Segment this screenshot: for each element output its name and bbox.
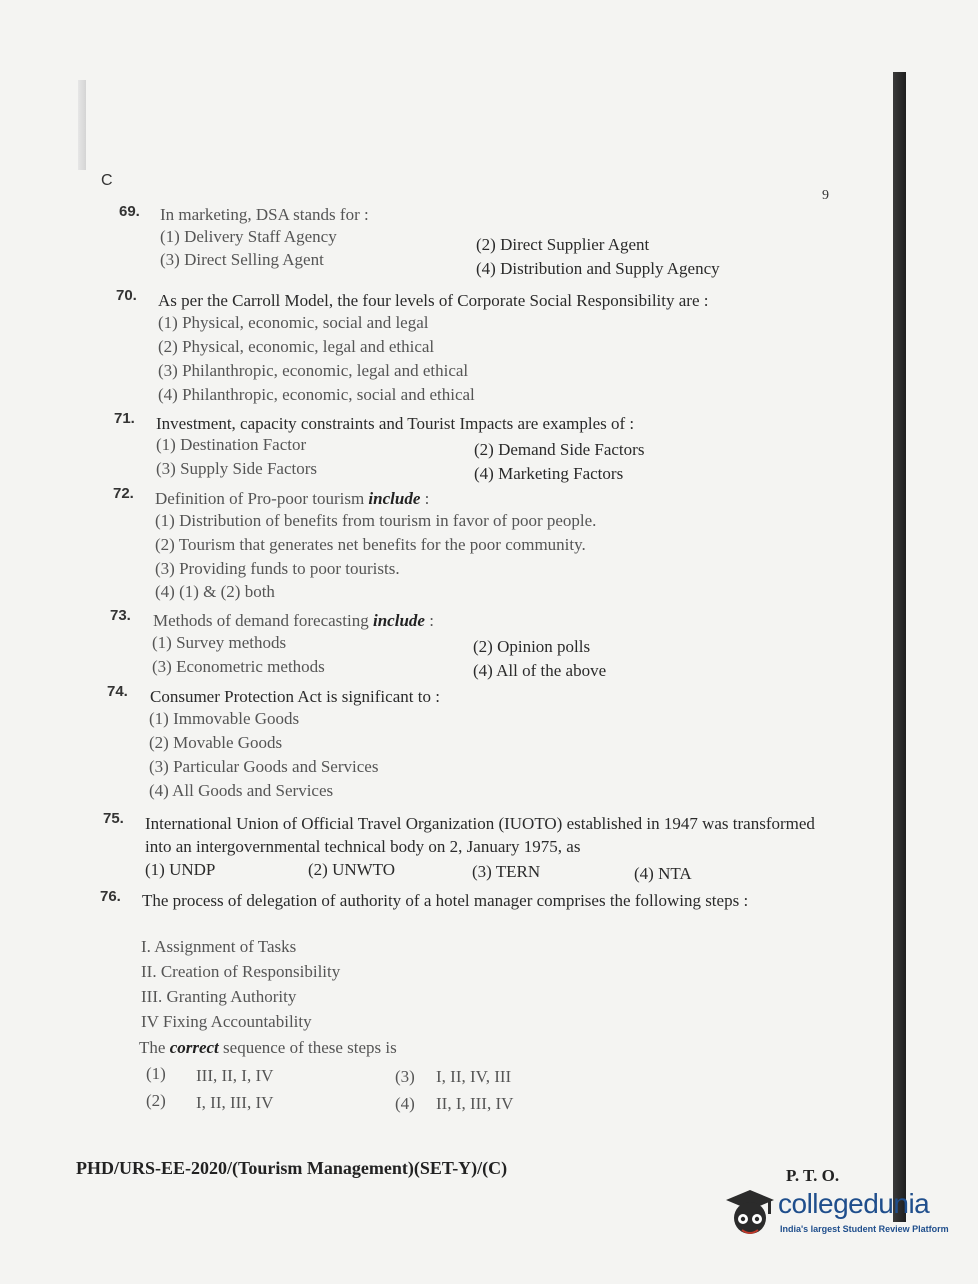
option-1: (1) UNDP	[145, 860, 216, 879]
question-emphasis: include	[373, 611, 425, 630]
question-number: 74.	[107, 683, 128, 700]
question-text-part: :	[424, 611, 434, 630]
sequence-prompt	[139, 1038, 397, 1058]
question-text-part: Definition of Pro-poor tourism	[155, 489, 369, 508]
mascot-icon	[720, 1184, 780, 1244]
option-2: (2) Direct Supplier Agent	[476, 235, 650, 254]
question-text	[153, 609, 434, 632]
question-text: Consumer Protection Act is significant to :	[150, 687, 440, 706]
option-4: (4) (1) & (2) both	[155, 582, 275, 601]
option-2-label: (2)	[146, 1091, 166, 1110]
question-text: As per the Carroll Model, the four levels of Corporate Social Responsibility are :	[158, 291, 709, 310]
option-2: (2) Movable Goods	[149, 733, 283, 752]
sequence-text-part: The	[139, 1038, 170, 1057]
option-4: (4) Marketing Factors	[474, 464, 624, 483]
question-emphasis: include	[368, 489, 421, 508]
option-3-value: I, II, IV, III	[436, 1067, 512, 1086]
question-number: 75.	[103, 810, 124, 827]
option-4: (4) Distribution and Supply Agency	[476, 259, 720, 278]
question-number: 69.	[119, 203, 140, 220]
step-3: III. Granting Authority	[141, 987, 297, 1006]
question-number: 70.	[116, 287, 137, 304]
question-text: International Union of Official Travel Organization (IUOTO) established in 1947 was transformed into an intergovernmental technical body on 2, January 1975, as	[145, 814, 815, 856]
question-number: 71.	[114, 410, 135, 427]
step-1: I. Assignment of Tasks	[141, 937, 297, 956]
option-2: (2) Physical, economic, legal and ethical	[158, 337, 435, 356]
step-4: IV Fixing Accountability	[141, 1012, 312, 1031]
page-number: 9	[822, 188, 829, 203]
option-3: (3) Econometric methods	[152, 657, 325, 676]
question-number: 72.	[113, 485, 134, 502]
option-4: (4) All of the above	[473, 661, 607, 680]
set-letter: C	[101, 172, 113, 189]
option-2: (2) Opinion polls	[473, 637, 591, 656]
option-3: (3) Philanthropic, economic, legal and ethical	[158, 361, 469, 380]
option-2-value: I, II, III, IV	[196, 1093, 274, 1112]
option-2: (2) Demand Side Factors	[474, 440, 645, 459]
logo-tagline: India's largest Student Review Platform	[780, 1224, 949, 1234]
option-4: (4) NTA	[634, 864, 692, 883]
option-1: (1) Delivery Staff Agency	[160, 227, 337, 246]
option-2: (2) Tourism that generates net benefits for the poor community.	[155, 535, 586, 554]
question-text-part: :	[420, 489, 430, 508]
option-3: (3) Particular Goods and Services	[149, 757, 379, 776]
question-number: 73.	[110, 607, 131, 624]
question-text-part: Methods of demand forecasting	[153, 611, 373, 630]
scan-edge-right	[893, 72, 906, 1222]
option-1-value: III, II, I, IV	[196, 1066, 274, 1085]
option-4-value: II, I, III, IV	[436, 1094, 514, 1113]
sequence-text-part: sequence of these steps is	[218, 1038, 397, 1057]
option-1: (1) Destination Factor	[156, 435, 307, 454]
pto-label: P. T. O.	[786, 1166, 840, 1185]
option-4: (4) All Goods and Services	[149, 781, 334, 800]
logo-text: collegedunia	[778, 1188, 930, 1219]
option-4: (4) Philanthropic, economic, social and ethical	[158, 385, 475, 404]
step-2: II. Creation of Responsibility	[141, 962, 341, 981]
question-text: Investment, capacity constraints and Tourist Impacts are examples of :	[156, 414, 635, 433]
option-1: (1) Immovable Goods	[149, 709, 300, 728]
option-3: (3) Supply Side Factors	[156, 459, 318, 478]
option-1-label: (1)	[146, 1064, 166, 1083]
sequence-emphasis: correct	[169, 1038, 219, 1057]
collegedunia-logo[interactable]	[720, 1180, 950, 1250]
question-text: The process of delegation of authority of a hotel manager comprises the following steps :	[142, 891, 749, 910]
option-1: (1) Distribution of benefits from tourism in favor of poor people.	[155, 511, 597, 530]
option-1: (1) Physical, economic, social and legal	[158, 313, 429, 332]
option-3: (3) Providing funds to poor tourists.	[155, 559, 400, 578]
question-number: 76.	[100, 888, 121, 905]
question-text: In marketing, DSA stands for :	[160, 205, 369, 224]
option-1: (1) Survey methods	[152, 633, 287, 652]
option-4-label: (4)	[395, 1094, 415, 1113]
paper-code: PHD/URS-EE-2020/(Tourism Management)(SET-Y)/(C)	[76, 1158, 508, 1178]
scan-edge-left	[78, 80, 86, 170]
option-3: (3) TERN	[472, 862, 541, 881]
option-2: (2) UNWTO	[308, 860, 396, 879]
question-text	[155, 487, 429, 510]
option-3: (3) Direct Selling Agent	[160, 250, 324, 269]
option-3-label: (3)	[395, 1067, 415, 1086]
